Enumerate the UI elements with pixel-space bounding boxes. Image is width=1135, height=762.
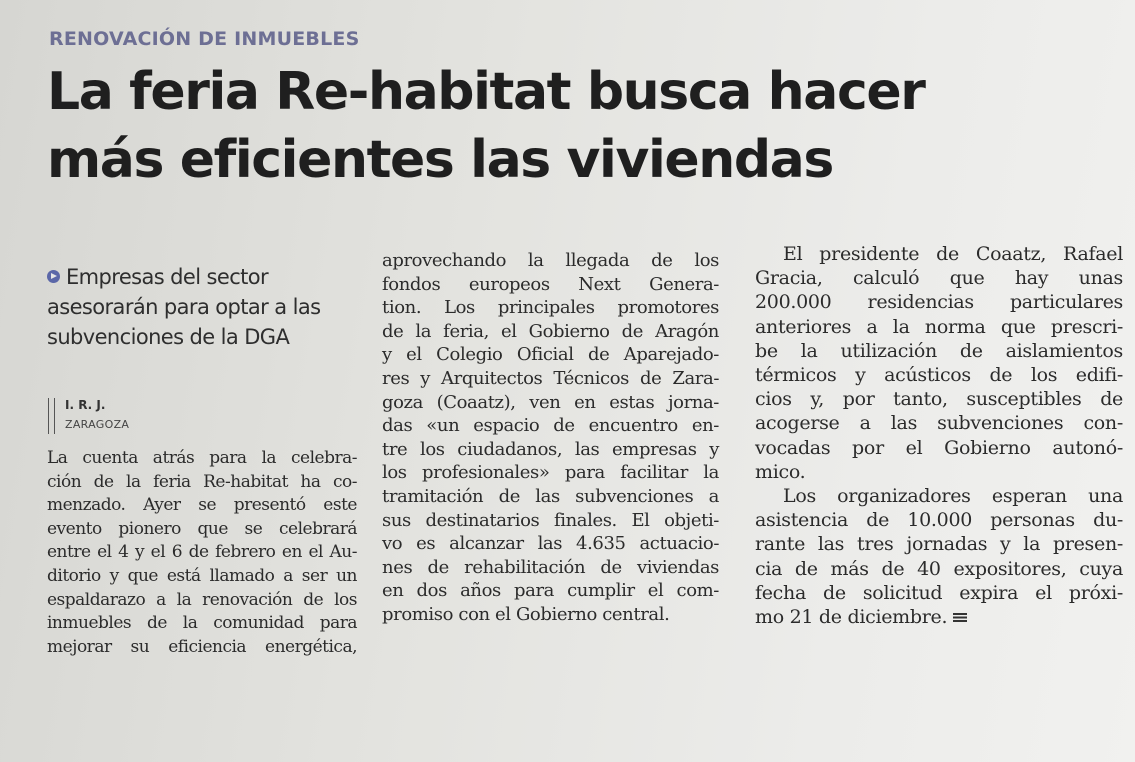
body-line: térmicos y acústicos de los edifi-: [755, 364, 1123, 387]
body-line: das «un espacio de encuentro en-: [382, 415, 719, 437]
body-line: acogerse a las subvenciones con-: [755, 412, 1123, 435]
byline-rule: [48, 398, 55, 434]
body-line: promiso con el Gobierno central.: [382, 603, 670, 625]
body-line: tion. Los principales promotores: [382, 297, 719, 319]
body-line: aprovechando la llegada de los: [382, 250, 719, 271]
body-line: be la utilización de aislamientos: [755, 339, 1123, 362]
body-line-text: mo 21 de diciembre.: [755, 606, 948, 629]
byline-author: I. R. J.: [65, 398, 106, 412]
body-line: nes de rehabilitación de viviendas: [382, 556, 719, 578]
body-line: La cuenta atrás para la celebra-: [47, 448, 357, 468]
subtitle-line: asesorarán para optar a las: [47, 295, 321, 319]
subtitle-line-text: Empresas del sector: [66, 265, 269, 289]
section-kicker: RENOVACIÓN DE INMUEBLES: [49, 28, 360, 50]
body-column-2: [382, 249, 719, 627]
subtitle-line: subvenciones de la DGA: [47, 325, 290, 349]
body-line: fecha de solicitud expira el próxi-: [755, 581, 1123, 604]
body-line: fondos europeos Next Genera-: [382, 273, 719, 295]
body-line: rante las tres jornadas y la presen-: [755, 533, 1123, 556]
body-line: cios y, por tanto, susceptibles de: [755, 388, 1123, 411]
body-line: ditorio y que está llamado a ser un: [47, 565, 357, 586]
body-line-final: [755, 605, 1123, 629]
body-line: en dos años para cumplir el com-: [382, 580, 719, 602]
body-line: tramitación de las subvenciones a: [382, 485, 719, 507]
body-line: Gracia, calculó que hay unas: [755, 267, 1123, 290]
headline-line-2: más eficientes las viviendas: [47, 130, 833, 190]
body-line: tre los ciudadanos, las empresas y: [382, 438, 719, 460]
body-line: anteriores a la norma que prescri-: [755, 315, 1123, 338]
body-line: vo es alcanzar las 4.635 actuacio-: [382, 533, 719, 555]
body-line: inmuebles de la comunidad para: [47, 613, 357, 634]
headline-line-1: La feria Re-habitat busca hacer: [47, 62, 925, 122]
body-column-3: [755, 242, 1123, 629]
body-line: entre el 4 y el 6 de febrero en el Au-: [47, 542, 357, 563]
body-line: y el Colegio Oficial de Aparejado-: [382, 344, 719, 366]
play-circle-icon: [47, 270, 60, 283]
byline-place: ZARAGOZA: [65, 418, 130, 431]
body-line: Los organizadores esperan una: [783, 485, 1123, 508]
body-line: cia de más de 40 expositores, cuya: [755, 557, 1123, 580]
body-line: res y Arquitectos Técnicos de Zara-: [382, 367, 719, 389]
headline: [47, 58, 1127, 194]
body-line: mejorar su eficiencia energética,: [47, 636, 357, 657]
body-line: 200.000 residencias particulares: [755, 291, 1123, 314]
body-line: los profesionales» para facilitar la: [382, 462, 719, 484]
body-line: El presidente de Coaatz, Rafael: [783, 243, 1123, 265]
body-line: evento pionero que se celebrará: [47, 518, 357, 539]
body-line: goza (Coaatz), ven en estas jorna-: [382, 391, 719, 413]
body-line: asistencia de 10.000 personas du-: [755, 509, 1123, 532]
body-line: sus destinatarios finales. El objeti-: [382, 509, 719, 531]
end-of-article-icon: [953, 613, 967, 622]
body-line: de la feria, el Gobierno de Aragón: [382, 320, 719, 342]
subtitle-line: [47, 262, 367, 292]
subtitle: [47, 262, 367, 352]
body-line: ción de la feria Re-habitat ha co-: [47, 471, 357, 492]
body-line: espaldarazo a la renovación de los: [47, 589, 357, 610]
body-column-1: [47, 447, 357, 659]
body-line: mico.: [755, 460, 806, 483]
body-line: menzado. Ayer se presentó este: [47, 495, 357, 516]
body-line: vocadas por el Gobierno autonó-: [755, 436, 1123, 459]
